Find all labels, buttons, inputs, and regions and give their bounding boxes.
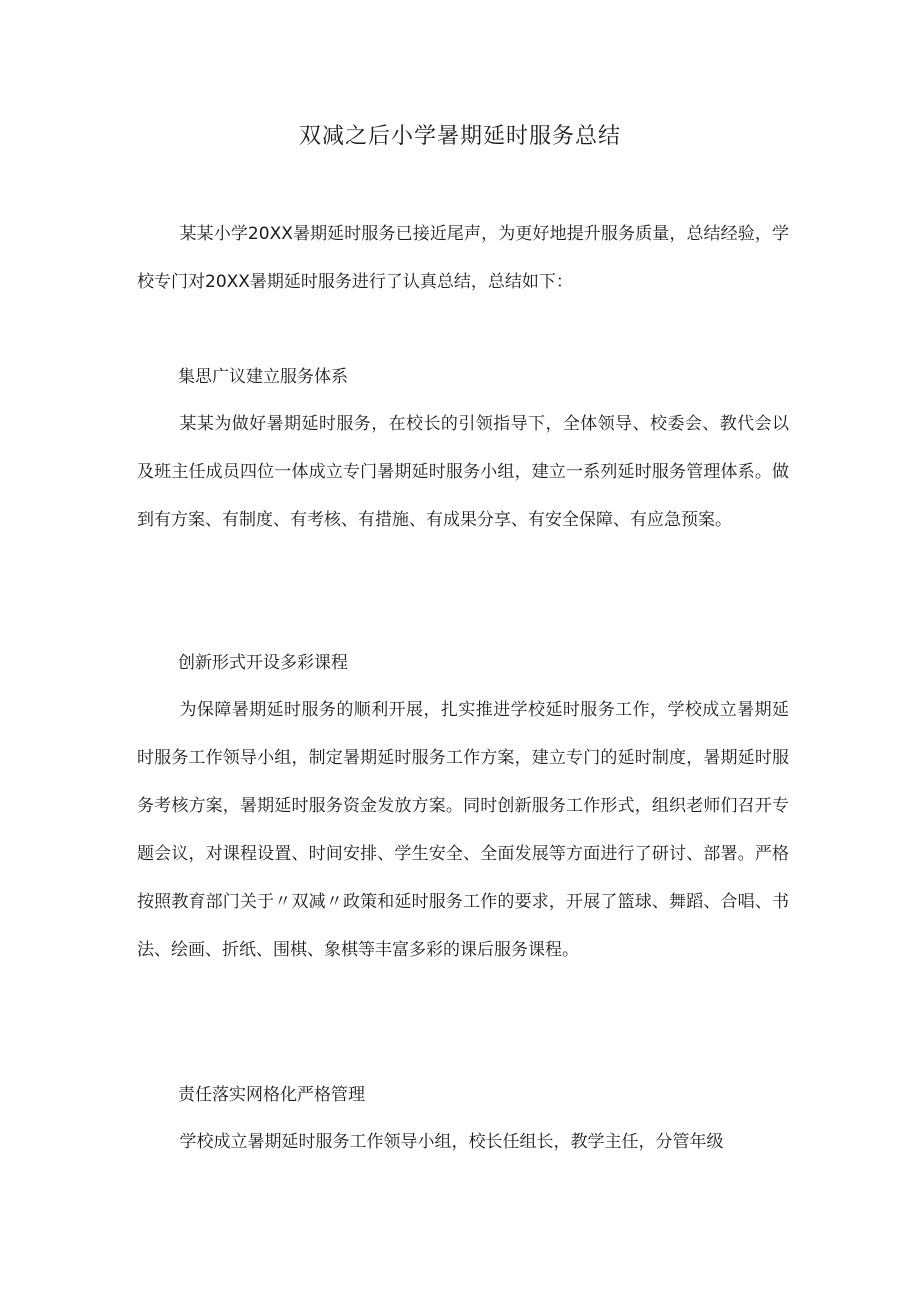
section-body-1: 某某为做好暑期延时服务，在校长的引领指导下，全体领导、校委会、教代会以及班主任成员四位一体成立专门暑期延时服务小组，建立一系列延时服务管理体系。做到有方案、有制度、有考核、有措施、有成果分享、有安全保障、有应急预案。 [137, 414, 789, 530]
section-heading-3: 责任落实网格化严格管理 [178, 1085, 365, 1105]
section-body-3: 学校成立暑期延时服务工作领导小组，校长任组长，教学主任，分管年级 [179, 1132, 724, 1152]
section-body-2: 为保障暑期延时服务的顺利开展，扎实推进学校延时服务工作，学校成立暑期延时服务工作领导小组，制定暑期延时服务工作方案，建立专门的延时制度，暑期延时服务考核方案，暑期延时服务资金发放方案。同时创新服务工作形式，组织老师们召开专题会议，对课程设置、时间安排、学生安全、全面发展等方面进行了研讨、部署。严格按照教育部门关于〃双减〃政策和延时服务工作的要求，开展了篮球、舞蹈、合唱、书法、绘画、折纸、围棋、象棋等丰富多彩的课后服务课程。 [137, 700, 789, 960]
section-heading-2: 创新形式开设多彩课程 [178, 653, 348, 673]
section-heading-1: 集思广议建立服务体系 [178, 367, 348, 387]
intro-paragraph: 某某小学20XX暑期延时服务已接近尾声，为更好地提升服务质量，总结经验，学校专门对20XX暑期延时服务进行了认真总结，总结如下： [137, 224, 789, 292]
document-title: 双减之后小学暑期延时服务总结 [298, 124, 621, 149]
